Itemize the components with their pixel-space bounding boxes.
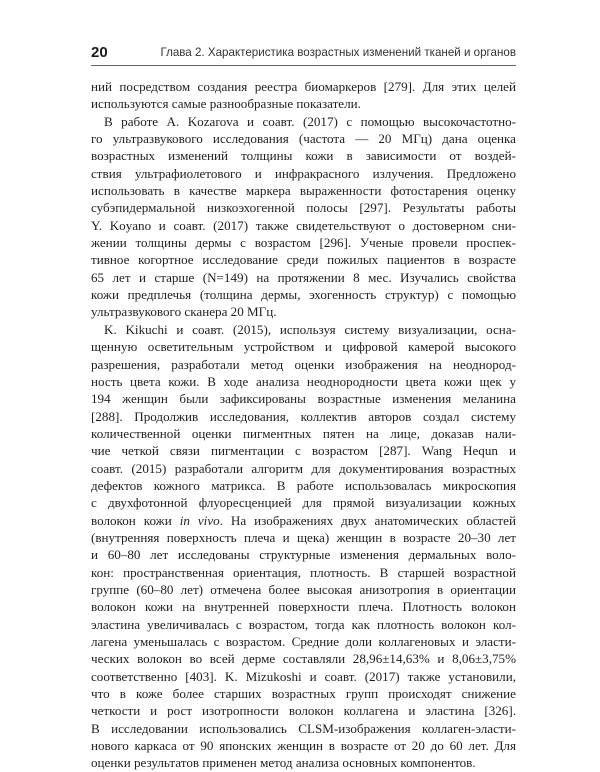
running-header [91, 40, 516, 66]
text-line: кон: пространственная ориентация, плотность. В старшей возрастной [91, 564, 516, 580]
text-line: волокон кожи на внутренней поверхности плеча. Плотность волокон [91, 599, 516, 615]
text-line: используются самые разнообразные показатели. [91, 96, 361, 112]
text-line: оценки результатов применен метод анализа основных компонентов. [91, 755, 476, 771]
text-line: щенную осветительным устройством и цифровой камерой высокого [91, 339, 516, 355]
text-line: В работе A. Kozarova и соавт. (2017) с помощью высокочастотно- [104, 113, 516, 129]
text-line: группе (60–80 лет) отмечена более высокая анизотропия в ориентации [91, 581, 516, 597]
text-line: жении толщины дермы с возрастом [296]. Ученые провели проспек- [91, 235, 516, 251]
text-line: 194 женщин были зафиксированы возрастные изменения меланина [91, 391, 516, 407]
text-line: ность цвета кожи. В ходе анализа неоднородности цвета кожи щек у [91, 373, 516, 389]
text-body [91, 78, 516, 772]
text-line: возрастных изменений толщины кожи в зависимости от воздей- [91, 148, 516, 164]
text-line: ствия ультрафиолетового и инфракрасного излучения. Предложено [91, 165, 516, 181]
text-line: что в коже более старших возрастных групп происходят снижение [91, 686, 516, 702]
text-line: соавт. (2015) разработали алгоритм для документирования возрастных [91, 460, 516, 476]
paragraph [91, 113, 516, 321]
text-line: ультразвукового сканера 20 МГц. [91, 304, 277, 320]
text-line: количественной оценки пигментных пятен на лице, доказав нали- [91, 425, 516, 441]
text-line: [288]. Продолжив исследования, коллектив авторов создал систему [91, 408, 516, 424]
text-line: нового каркаса от 90 японских женщин в возрасте от 20 до 60 лет. Для [91, 738, 516, 754]
text-line: разрешения, разработали метод оценки изображения на неоднород- [91, 356, 516, 372]
text-line: тивное когортное исследование среди пожилых пациентов в возрасте [91, 252, 516, 268]
paragraph [91, 78, 516, 113]
text-line: В исследовании использовались CLSM-изображения коллаген-эласти- [91, 720, 516, 736]
text-line: 65 лет и старше (N=149) на протяжении 8 мес. Изучались свойства [91, 269, 516, 285]
text-line: лагена уменьшалась с возрастом. Средние доли коллагеновых и эласти- [91, 634, 516, 649]
text-line: соответственно [403]. K. Mizukoshi и соавт. (2017) также установили, [91, 668, 516, 684]
text-line: эластина увеличивалась с возрастом, тогда как плотность волокон кол- [91, 616, 516, 632]
text-line: го ультразвукового исследования (частота — 20 МГц) дана оценка [91, 131, 516, 147]
paragraph [91, 321, 516, 772]
text-line: ческих волокон во всей дерме составляли 28,96±14,63% и 8,06±3,75% [91, 651, 516, 667]
text-line: использовать в качестве маркера выраженности фотостарения оценку [91, 183, 516, 199]
text-line: (внутренняя поверхность плеча и щека) женщин в возрасте 20–30 лет [91, 529, 516, 545]
text-line: и 60–80 лет исследованы структурные изменения дермальных воло- [91, 547, 516, 563]
text-line: дефектов кожного матрикса. В работе использовалась микроскопия [91, 477, 516, 493]
text-line: K. Kikuchi и соавт. (2015), используя систему визуализации, осна- [104, 321, 516, 337]
text-line: Y. Koyano и соавт. (2017) также свидетельствуют о достоверном сни- [91, 217, 516, 233]
text-line: с двухфотонной флуоресценцией для прямой визуализации кожных [91, 495, 516, 511]
running-title: Глава 2. Характеристика возрастных изменений тканей и органов [160, 46, 516, 59]
header-rule [91, 65, 516, 66]
text-line: четкости и рост изотропности волокон коллагена и эластина [326]. [91, 703, 516, 719]
page-number: 20 [91, 44, 108, 61]
text-line: кожи предплечья (толщина дермы, эхогенность структур) с помощью [91, 287, 516, 303]
text-line: волокон кожи in vivo. На изображениях двух анатомических областей [91, 512, 516, 528]
text-line: ний посредством создания реестра биомаркеров [279]. Для этих целей [91, 79, 516, 94]
text-line: чие четкой связи пигментации с возрастом [287]. Wang Hequn и [91, 443, 516, 459]
text-line: субэпидермальной низкоэхогенной полосы [297]. Результаты работы [91, 200, 516, 216]
